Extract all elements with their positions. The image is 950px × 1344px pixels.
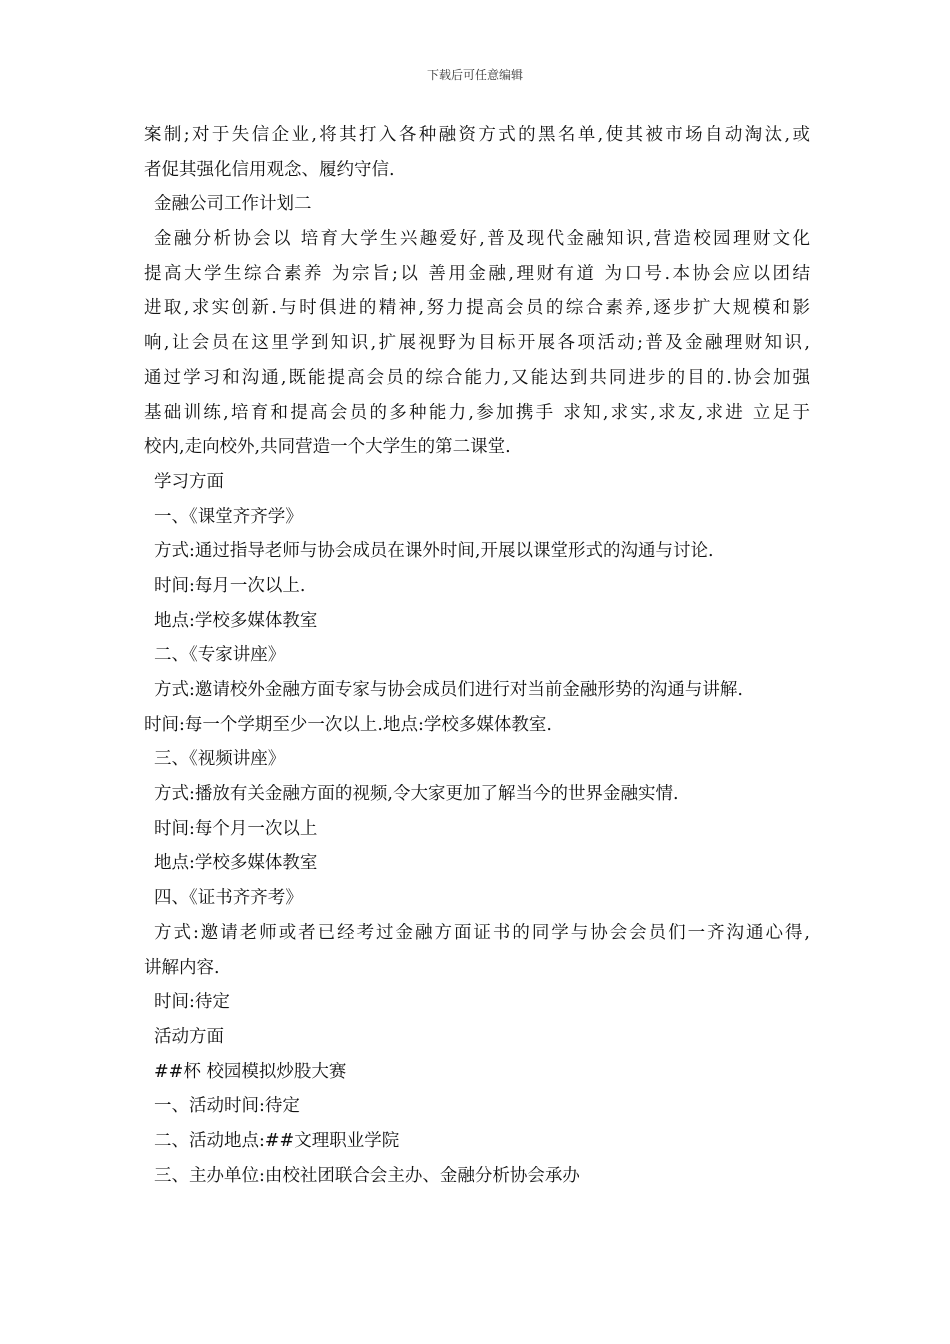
text-line: 响,让会员在这里学到知识,扩展视野为目标开展各项活动;普及金融理财知识, <box>144 333 810 354</box>
document-body <box>144 118 810 1193</box>
section-heading: 学习方面 <box>154 471 224 492</box>
text-line: 案制;对于失信企业,将其打入各种融资方式的黑名单,使其被市场自动淘汰,或 <box>144 125 810 145</box>
list-item-heading: 二、《专家讲座》 <box>154 645 286 666</box>
text-line: 方式:邀请老师或者已经考过金融方面证书的同学与协会会员们一齐沟通心得, <box>154 922 810 943</box>
text-line: 时间:每一个学期至少一次以上.地点:学校多媒体教室. <box>144 714 552 735</box>
text-line: 基础训练,培育和提高会员的多种能力,参加携手 求知,求实,求友,求进 立足于 <box>144 402 810 423</box>
text-line: 提高大学生综合素养 为宗旨;以 善用金融,理财有道 为口号.本协会应以团结 <box>144 263 810 284</box>
text-line: 讲解内容. <box>144 957 220 978</box>
section-heading: 金融公司工作计划二 <box>154 194 312 215</box>
text-line: 校内,走向校外,共同营造一个大学生的第二课堂. <box>144 437 511 458</box>
section-heading: 活动方面 <box>154 1026 224 1047</box>
text-line: 通过学习和沟通,既能提高会员的综合能力,又能达到共同进步的目的.协会加强 <box>144 367 810 388</box>
page-header: 下载后可任意编辑 <box>426 68 523 82</box>
text-line: 方式:播放有关金融方面的视频,令大家更加了解当今的世界金融实情. <box>154 784 679 805</box>
text-line: 时间:待定 <box>154 992 230 1013</box>
text-line: 者促其强化信用观念、履约守信. <box>144 159 395 180</box>
list-item-heading: 四、《证书齐齐考》 <box>154 888 303 909</box>
event-title: ##杯 校园模拟炒股大赛 <box>154 1061 347 1082</box>
list-item-heading: 三、《视频讲座》 <box>154 749 286 770</box>
text-line: 地点:学校多媒体教室 <box>154 610 318 631</box>
text-line: 二、活动地点:##文理职业学院 <box>154 1130 400 1151</box>
text-line: 一、活动时间:待定 <box>154 1096 300 1117</box>
text-line: 时间:每月一次以上. <box>154 575 306 596</box>
text-line: 地点:学校多媒体教室 <box>154 853 318 874</box>
text-line: 时间:每个月一次以上 <box>154 818 318 839</box>
text-line: 金融分析协会以 培育大学生兴趣爱好,普及现代金融知识,营造校园理财文化 <box>154 229 810 250</box>
text-line: 三、主办单位:由校社团联合会主办、金融分析协会承办 <box>154 1165 580 1186</box>
text-line: 方式:邀请校外金融方面专家与协会成员们进行对当前金融形势的沟通与讲解. <box>154 680 743 700</box>
text-line: 方式:通过指导老师与协会成员在课外时间,开展以课堂形式的沟通与讨论. <box>154 541 714 562</box>
text-line: 进取,求实创新.与时俱进的精神,努力提高会员的综合素养,逐步扩大规模和影 <box>144 298 810 319</box>
list-item-heading: 一、《课堂齐齐学》 <box>154 506 303 527</box>
